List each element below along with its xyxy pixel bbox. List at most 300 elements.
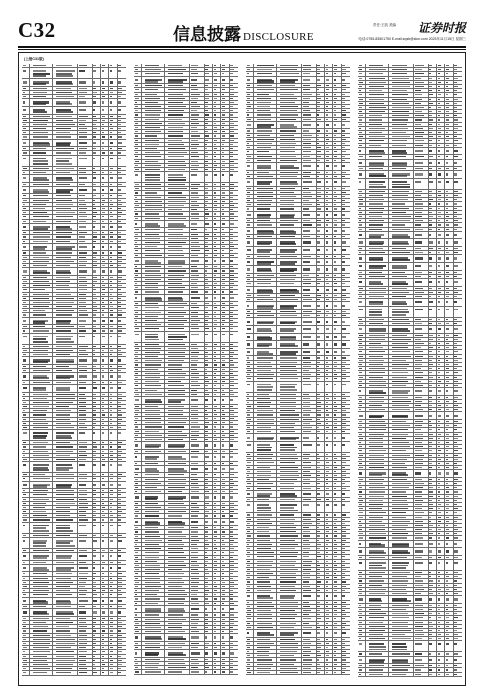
table-cell [22, 418, 30, 421]
table-cell [30, 215, 53, 218]
text-stroke [33, 459, 50, 460]
text-stroke [102, 427, 105, 428]
text-stroke [110, 241, 113, 242]
table-cell [22, 123, 30, 126]
table-cell [22, 256, 30, 259]
text-stroke [102, 200, 105, 201]
table-cell [118, 127, 126, 130]
text-stroke [118, 195, 121, 196]
text-stroke [118, 370, 120, 371]
table-cell [53, 215, 78, 218]
text-stroke [23, 136, 27, 137]
text-stroke [56, 179, 73, 181]
table-cell [78, 353, 93, 356]
section-title [173, 20, 314, 45]
text-stroke [118, 320, 120, 322]
text-stroke [110, 320, 113, 322]
table-cell [22, 393, 30, 396]
table-cell [22, 264, 30, 267]
text-stroke [93, 464, 95, 466]
text-stroke [102, 195, 105, 196]
text-stroke [110, 212, 112, 213]
table-cell [22, 260, 30, 263]
table-cell [118, 401, 126, 404]
text-stroke [118, 387, 121, 389]
text-stroke [33, 70, 47, 72]
table-cell [22, 381, 30, 384]
table-cell [101, 405, 109, 408]
text-stroke [110, 446, 112, 447]
text-stroke [33, 212, 47, 213]
text-stroke [102, 294, 105, 295]
text-stroke [110, 252, 112, 253]
text-stroke [93, 414, 95, 415]
table-cell [53, 381, 78, 384]
table-cell [101, 264, 109, 267]
table-cell [93, 393, 101, 396]
table-cell [109, 203, 117, 206]
text-stroke [33, 191, 49, 193]
table-cell [109, 284, 117, 287]
table-cell [101, 215, 109, 218]
text-stroke [23, 226, 27, 228]
table-cell [22, 458, 30, 461]
table-cell [78, 95, 93, 98]
table-cell [118, 313, 126, 316]
table-cell [109, 235, 117, 238]
table-cell [22, 288, 30, 291]
text-stroke [118, 346, 120, 347]
text-stroke [79, 289, 86, 290]
text-stroke [93, 132, 96, 133]
text-stroke [102, 414, 105, 415]
table-cell [93, 426, 101, 429]
table-cell [22, 422, 30, 425]
table-cell [118, 276, 126, 279]
text-stroke [33, 241, 49, 242]
text-stroke [93, 346, 96, 347]
table-cell [78, 256, 93, 259]
table-cell [93, 115, 101, 118]
text-stroke [23, 464, 27, 466]
text-stroke [118, 359, 120, 361]
text-stroke [102, 132, 104, 133]
table-cell [22, 244, 30, 251]
table-cell [109, 231, 117, 234]
table-cell [109, 365, 117, 368]
text-stroke [56, 423, 72, 424]
masthead-rule-thick [18, 46, 466, 48]
table-cell [109, 309, 117, 312]
table-cell [118, 175, 126, 182]
table-cell [101, 91, 109, 94]
text-stroke [56, 455, 70, 456]
text-stroke [23, 406, 27, 407]
text-stroke [93, 189, 95, 191]
text-stroke [33, 341, 49, 343]
text-stroke [110, 92, 113, 93]
table-cell [109, 151, 117, 154]
table-cell [30, 373, 53, 380]
text-stroke [93, 65, 95, 66]
table-cell [78, 147, 93, 150]
text-stroke [110, 427, 113, 428]
table-row [22, 175, 126, 183]
text-stroke [102, 65, 105, 66]
text-stroke [33, 136, 48, 137]
text-stroke [33, 88, 48, 89]
table-cell [78, 115, 93, 118]
text-stroke [102, 208, 105, 209]
text-stroke [33, 143, 50, 145]
text-stroke [33, 289, 46, 290]
table-cell [109, 409, 117, 412]
table-cell [118, 393, 126, 396]
text-stroke [110, 336, 112, 338]
text-stroke [33, 132, 48, 133]
text-stroke [93, 350, 95, 351]
text-stroke [102, 354, 104, 355]
table-cell [109, 224, 117, 231]
table-cell [22, 187, 30, 194]
table-cell [101, 409, 109, 412]
text-stroke [56, 83, 73, 85]
text-stroke [79, 124, 85, 125]
text-stroke [118, 136, 122, 137]
text-stroke [33, 442, 48, 443]
table-cell [78, 244, 93, 251]
table-cell [53, 151, 78, 154]
table-cell [109, 305, 117, 308]
table-cell [78, 357, 93, 364]
text-stroke [110, 81, 113, 83]
text-stroke [118, 101, 120, 103]
table-cell [101, 107, 109, 114]
table-cell [118, 131, 126, 134]
text-stroke [102, 410, 104, 411]
text-stroke [23, 168, 27, 169]
table-cell [53, 458, 78, 461]
text-stroke [110, 289, 112, 290]
text-stroke [23, 92, 26, 93]
table-cell [53, 353, 78, 356]
table-cell [101, 183, 109, 186]
table-cell [101, 397, 109, 400]
text-stroke [56, 294, 71, 295]
text-stroke [102, 246, 104, 248]
column-1 [22, 55, 126, 683]
table-row [22, 373, 126, 381]
table-cell [22, 353, 30, 356]
table-cell [109, 260, 117, 263]
table-cell [118, 385, 126, 392]
table-cell [30, 199, 53, 202]
text-stroke [79, 298, 85, 299]
table-cell [93, 293, 101, 296]
text-stroke [118, 88, 121, 89]
text-stroke [23, 232, 27, 233]
table-cell [30, 357, 53, 364]
table-cell [101, 369, 109, 372]
text-stroke [110, 65, 112, 66]
text-stroke [56, 366, 70, 367]
table-cell [30, 458, 53, 461]
text-stroke [23, 221, 26, 222]
text-stroke [93, 195, 95, 196]
table-cell [118, 353, 126, 356]
table-row [22, 156, 126, 167]
text-stroke [23, 281, 27, 282]
text-stroke [110, 200, 112, 201]
text-stroke [79, 168, 85, 169]
table-cell [78, 345, 93, 348]
text-stroke [56, 241, 71, 242]
text-stroke [79, 336, 84, 338]
text-stroke [118, 128, 120, 129]
table-cell [53, 99, 78, 106]
text-stroke [33, 179, 50, 181]
text-stroke [102, 423, 104, 424]
table-cell [78, 203, 93, 206]
table-cell [22, 194, 30, 197]
text-stroke [110, 406, 112, 407]
text-stroke [118, 394, 122, 395]
text-stroke [79, 265, 86, 266]
text-stroke [56, 361, 74, 363]
text-stroke [79, 277, 85, 278]
table-cell [118, 135, 126, 138]
table-cell [118, 207, 126, 210]
text-stroke [102, 120, 105, 121]
text-stroke [93, 158, 95, 160]
table-cell [109, 413, 117, 416]
text-stroke [118, 314, 122, 315]
table-cell [53, 373, 78, 380]
table-cell [118, 268, 126, 275]
text-stroke [56, 321, 71, 323]
table-cell [93, 99, 101, 106]
table-cell [78, 430, 93, 440]
table-cell [78, 401, 93, 404]
text-stroke [102, 204, 104, 205]
table-cell [30, 397, 53, 400]
text-stroke [56, 432, 74, 434]
text-stroke [102, 289, 105, 290]
table-cell [22, 325, 30, 328]
text-stroke [93, 109, 95, 111]
table-cell [93, 107, 101, 114]
text-stroke [56, 346, 73, 347]
text-stroke [56, 419, 71, 420]
table-cell [101, 79, 109, 86]
text-stroke [23, 236, 26, 237]
text-stroke [23, 346, 26, 347]
table-cell [53, 357, 78, 364]
table-cell [22, 301, 30, 304]
table-cell [118, 171, 126, 174]
table-cell [53, 131, 78, 134]
text-stroke [79, 189, 87, 191]
text-stroke [33, 221, 46, 222]
text-stroke [118, 419, 122, 420]
text-stroke [93, 168, 95, 169]
text-stroke [118, 221, 121, 222]
text-stroke [93, 116, 96, 117]
text-stroke [33, 128, 47, 129]
table-cell [118, 91, 126, 94]
text-stroke [56, 382, 72, 383]
table-cell [101, 156, 109, 166]
table-cell [93, 430, 101, 440]
table-cell [53, 123, 78, 126]
text-stroke [56, 158, 73, 160]
table-cell [22, 131, 30, 134]
text-stroke [110, 354, 112, 355]
table-cell [53, 305, 78, 308]
table-cell [78, 309, 93, 312]
text-stroke [79, 370, 87, 371]
text-stroke [33, 172, 46, 173]
table-cell [22, 231, 30, 234]
table-cell [53, 301, 78, 304]
text-stroke [102, 152, 105, 153]
table-cell [22, 318, 30, 325]
table-cell [30, 401, 53, 404]
text-stroke [56, 459, 75, 460]
table-cell [22, 211, 30, 214]
table-cell [109, 64, 117, 67]
text-stroke [79, 406, 85, 407]
table-cell [30, 151, 53, 154]
table-cell [101, 251, 109, 254]
table-cell [109, 357, 117, 364]
text-stroke [33, 116, 50, 117]
text-stroke [93, 241, 95, 242]
table-cell [53, 264, 78, 267]
text-stroke [23, 419, 26, 420]
text-stroke [56, 306, 73, 307]
table-cell [53, 268, 78, 275]
table-cell [78, 422, 93, 425]
table-cell [78, 123, 93, 126]
text-stroke [102, 346, 105, 347]
text-stroke [56, 195, 72, 196]
text-stroke [93, 294, 96, 295]
table-cell [22, 171, 30, 174]
table-cell [53, 426, 78, 429]
text-stroke [93, 382, 95, 383]
table-cell [53, 334, 78, 344]
text-stroke [102, 394, 105, 395]
text-stroke [110, 109, 112, 111]
table-cell [118, 194, 126, 197]
table-cell [93, 305, 101, 308]
text-stroke [23, 261, 27, 262]
table-cell [78, 224, 93, 231]
text-stroke [102, 232, 104, 233]
table-cell [22, 445, 30, 448]
table-cell [22, 175, 30, 182]
text-stroke [33, 111, 48, 113]
table-cell [101, 454, 109, 457]
text-stroke [23, 432, 27, 434]
table-cell [78, 64, 93, 67]
text-stroke [110, 285, 112, 286]
text-stroke [102, 442, 104, 443]
table-cell [53, 405, 78, 408]
text-stroke [93, 136, 95, 137]
text-stroke [93, 208, 96, 209]
text-stroke [23, 152, 27, 153]
table-cell [109, 385, 117, 392]
text-stroke [79, 427, 86, 428]
table-cell [78, 199, 93, 202]
table-cell [101, 329, 109, 332]
text-stroke [23, 189, 26, 191]
text-stroke [102, 128, 104, 129]
text-stroke [23, 65, 26, 66]
table-cell [101, 413, 109, 416]
table-cell [30, 276, 53, 279]
table-cell [93, 235, 101, 238]
table-cell [118, 280, 126, 283]
table-cell [22, 220, 30, 223]
table-cell [118, 264, 126, 267]
text-stroke [102, 366, 104, 367]
table-cell [101, 280, 109, 283]
table-row [22, 357, 126, 365]
text-stroke [79, 302, 85, 303]
table-cell [30, 183, 53, 186]
table-cell [93, 203, 101, 206]
table-cell [93, 68, 101, 78]
table-cell [22, 397, 30, 400]
table-cell [109, 107, 117, 114]
text-stroke [33, 228, 48, 230]
text-stroke [56, 402, 73, 403]
table-cell [93, 123, 101, 126]
text-stroke [110, 221, 112, 222]
text-stroke [23, 116, 26, 117]
text-stroke [102, 350, 104, 351]
text-stroke [93, 152, 95, 153]
table-cell [53, 79, 78, 86]
text-stroke [110, 116, 113, 117]
table-cell [53, 409, 78, 412]
text-stroke [56, 168, 75, 169]
table-cell [118, 381, 126, 384]
text-stroke [118, 158, 120, 160]
text-stroke [56, 172, 70, 173]
table-cell [101, 462, 109, 472]
text-stroke [118, 330, 122, 331]
table-cell [101, 301, 109, 304]
text-stroke [102, 236, 105, 237]
text-stroke [33, 435, 48, 437]
table-cell [78, 426, 93, 429]
text-stroke [33, 306, 49, 307]
table-cell [101, 99, 109, 106]
text-stroke [102, 96, 105, 97]
text-stroke [79, 423, 85, 424]
text-stroke [102, 302, 104, 303]
text-stroke [79, 200, 85, 201]
text-stroke [118, 124, 121, 125]
text-stroke [23, 88, 26, 89]
text-stroke [118, 423, 121, 424]
table-cell [30, 175, 53, 182]
text-stroke [23, 354, 27, 355]
